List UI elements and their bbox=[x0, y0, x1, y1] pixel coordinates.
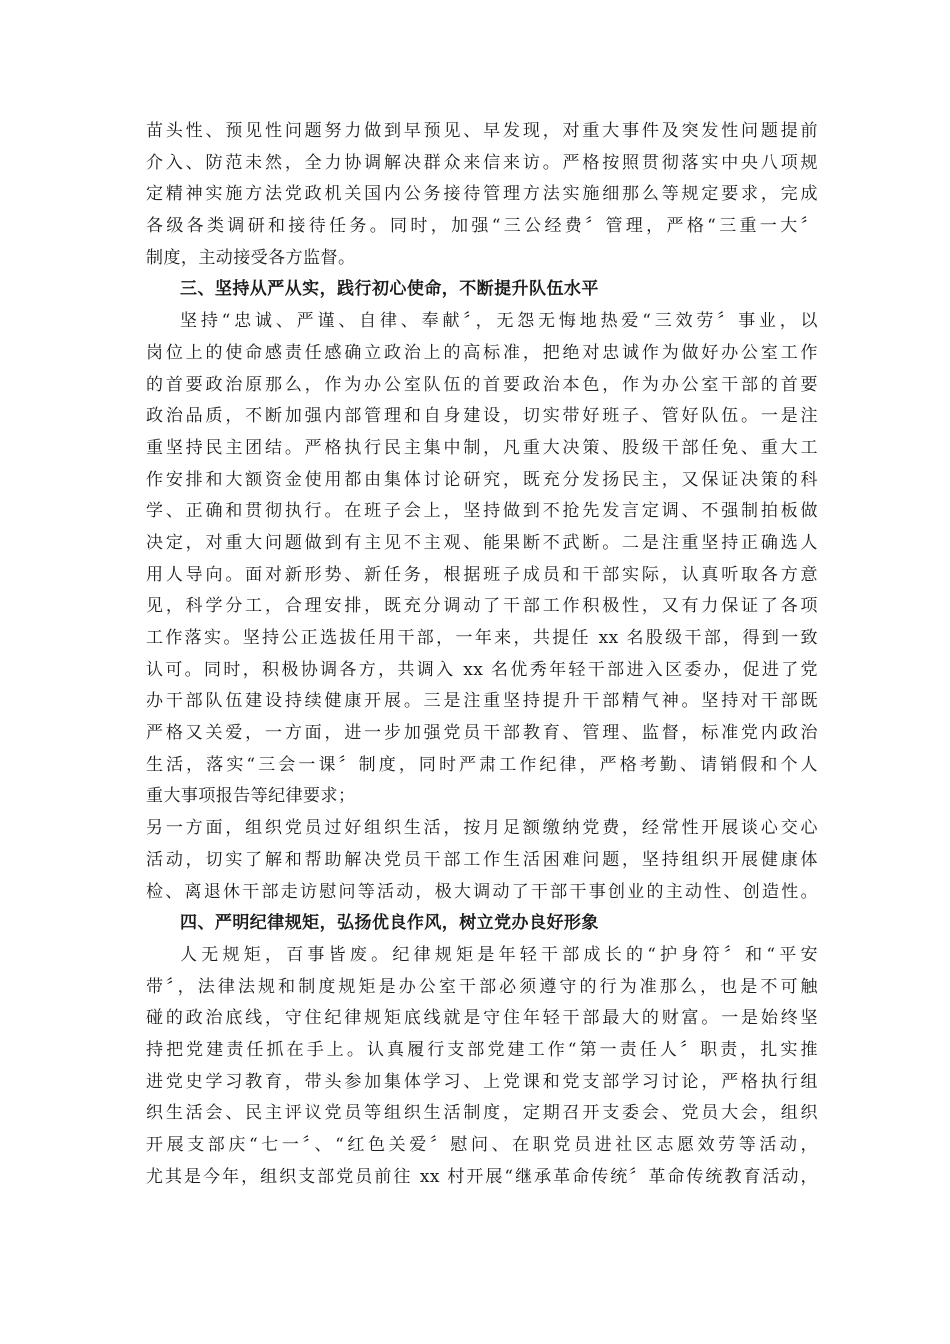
text-line: 持把党建责任抓在手上。认真履行支部党建工作“第一责任人〞职责，扎实推 bbox=[146, 1039, 818, 1060]
text-line: 学、正确和贯彻执行。在班子会上，坚持做到不抢先发言定调、不强制拍板做 bbox=[146, 501, 818, 522]
text-line: 苗头性、预见性问题努力做到早预见、早发现，对重大事件及突发性问题提前 bbox=[146, 121, 818, 141]
text-line: 尤其是今年，组织支部党员前往 xx 村开展“继承革命传统〞革命传统教育活动， bbox=[146, 1166, 818, 1187]
text-line: 碰的政治底线，守住纪律规矩底线就是守住年轻干部最大的财富。一是始终坚 bbox=[146, 1008, 818, 1029]
text-line: 办干部队伍建设持续健康开展。三是注重坚持提升干部精气神。坚持对干部既 bbox=[146, 691, 818, 712]
text-line: 检、离退休干部走访慰问等活动，极大调动了干部干事创业的主动性、创造性。 bbox=[146, 881, 818, 902]
text-line: 严格又关爱，一方面，进一步加强党员干部教育、管理、监督，标准党内政治 bbox=[146, 723, 818, 744]
document-body bbox=[146, 116, 818, 1193]
paragraph-first-line: 坚持“忠诚、严谨、自律、奉献〞，无怨无悔地热爱“三效劳〞事业，以 bbox=[180, 311, 818, 332]
text-line: 用人导向。面对新形势、新任务，根据班子成员和干部实际，认真听取各方意 bbox=[146, 564, 818, 585]
text-line: 认可。同时，积极协调各方，共调入 xx 名优秀年轻干部进入区委办，促进了党 bbox=[146, 659, 818, 680]
text-line: 开展支部庆“七一〞、“红色关爱〞慰问、在职党员进社区志愿效劳等活动， bbox=[146, 1135, 818, 1155]
text-line: 各级各类调研和接待任务。同时，加强“三公经费〞管理，严格“三重一大〞 bbox=[146, 216, 818, 237]
text-line: 进党史学习教育，带头参加集体学习、上党课和党支部学习讨论，严格执行组 bbox=[146, 1071, 818, 1092]
text-line: 作安排和大额资金使用都由集体讨论研究，既充分发扬民主，又保证决策的科 bbox=[146, 469, 818, 490]
text-line: 织生活会、民主评议党员等组织生活制度，定期召开支委会、党员大会，组织 bbox=[146, 1103, 818, 1124]
section-heading: 三、坚持从严从实，践行初心使命，不断提升队伍水平 bbox=[180, 279, 599, 300]
text-line: 政治品质，不断加强内部管理和自身建设，切实带好班子、管好队伍。一是注 bbox=[146, 406, 818, 427]
text-line: 带〞，法律法规和制度规矩是办公室干部必须遵守的行为准那么，也是不可触 bbox=[146, 976, 818, 997]
text-line: 介入、防范未然，全力协调解决群众来信来访。严格按照贯彻落实中央八项规 bbox=[146, 152, 818, 173]
section-heading: 四、严明纪律规矩，弘扬优良作风，树立党办良好形象 bbox=[180, 913, 599, 934]
text-line: 生活，落实“三会一课〞制度，同时严肃工作纪律，严格考勤、请销假和个人 bbox=[146, 754, 818, 775]
text-line: 重坚持民主团结。严格执行民主集中制，凡重大决策、股级干部任免、重大工 bbox=[146, 437, 818, 458]
paragraph-first-line: 人无规矩，百事皆废。纪律规矩是年轻干部成长的“护身符〞和“平安 bbox=[180, 944, 818, 965]
paragraph-last-line: 制度，主动接受各方监督。 bbox=[146, 247, 356, 268]
paragraph-last-line: 重大事项报告等纪律要求； bbox=[146, 786, 356, 807]
text-line: 见，科学分工，合理安排，既充分调动了干部工作积极性，又有力保证了各项 bbox=[146, 596, 818, 617]
text-line: 岗位上的使命感责任感确立政治上的高标准，把绝对忠诚作为做好办公室工作 bbox=[146, 342, 818, 363]
text-line: 决定，对重大问题做到有主见不主观、能果断不武断。二是注重坚持正确选人 bbox=[146, 532, 818, 553]
text-line: 定精神实施方法党政机关国内公务接待管理方法实施细那么等规定要求，完成 bbox=[146, 184, 818, 205]
text-line: 活动，切实了解和帮助解决党员干部工作生活困难问题，坚持组织开展健康体 bbox=[146, 849, 818, 870]
text-line: 另一方面，组织党员过好组织生活，按月足额缴纳党费，经常性开展谈心交心 bbox=[146, 818, 818, 839]
text-line: 的首要政治原那么，作为办公室队伍的首要政治本色，作为办公室干部的首要 bbox=[146, 374, 818, 395]
text-line: 工作落实。坚持公正选拔任用干部，一年来，共提任 xx 名股级干部，得到一致 bbox=[146, 628, 818, 648]
